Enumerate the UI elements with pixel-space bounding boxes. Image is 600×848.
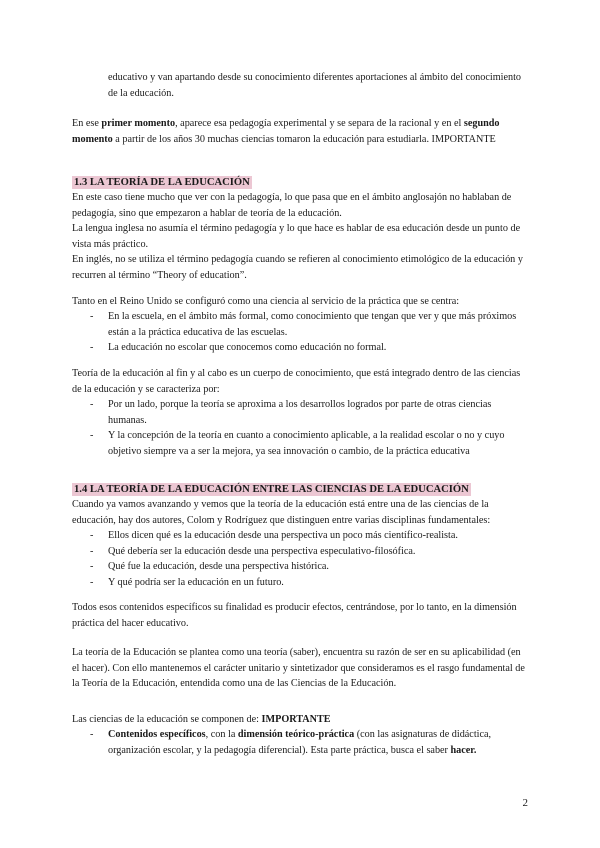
s14-paragraph-3: La teoría de la Educación se plantea como una teoría (saber), encuentra su razón de ser en su aplicabilidad (en el hacer). Con ello mantenemos el carácter unitario y sintetizador que consideramos es el rasgo fundamental de la Teoría de la Educación, entendida como una de las Ciencias de la Educación. (72, 647, 525, 690)
s13-list-2 (72, 397, 528, 459)
section-heading-1-3: 1.3 LA TEORÍA DE LA EDUCACIÓN (74, 177, 250, 188)
s13-paragraph-1: En este caso tiene mucho que ver con la pedagogía, lo que pasa que en el ámbito anglosajón no hablaban de pedagogía, sino que empezaron a hablar de teoría de la educación. (72, 192, 512, 219)
s14-paragraph-4: Las ciencias de la educación se componen de: IMPORTANTE (72, 714, 331, 725)
section-heading-1-4: 1.4 LA TEORÍA DE LA EDUCACIÓN ENTRE LAS CIENCIAS DE LA EDUCACIÓN (74, 484, 469, 495)
intro-continuation: educativo y van apartando desde su conocimiento diferentes aportaciones al ámbito del conocimiento de la educación. (108, 72, 522, 99)
s13-paragraph-2: La lengua inglesa no asumía el término pedagogía y lo que hace es hablar de esa educación desde un punto de vista más práctico. (72, 223, 521, 250)
s13-list-1 (72, 309, 528, 356)
s14-paragraph-2: Todos esos contenidos específicos su finalidad es producir efectos, centrándose, por lo tanto, en la dimensión práctica del hacer educativo. (72, 602, 517, 629)
s13-paragraph-3: En inglés, no se utiliza el término pedagogía cuando se refieren al conocimiento etimológico de la educación y recurren al término “Theory of education”. (72, 254, 523, 281)
s13-paragraph-4: Tanto en el Reino Unido se configuró como una ciencia al servicio de la práctica que se centra: (72, 296, 460, 307)
list-item: - Y la concepción de la teoría en cuanto a conocimiento aplicable, a la realidad escolar o no y cuyo objetivo siempre va a ser la mejora, ya sea innovación o cambio, de la práctica educativa (90, 430, 505, 457)
page-number: 2 (522, 797, 528, 809)
list-item: - Por un lado, porque la teoría se aproxima a los desarrollos logrados por parte de otras ciencias humanas. (90, 399, 492, 426)
list-item: - En la escuela, en el ámbito más formal, como conocimiento que tengan que ver y que más próximos están a la práctica educativa de las escuelas. (90, 311, 517, 338)
s14-paragraph-1: Cuando ya vamos avanzando y vemos que la teoría de la educación está entre una de las ciencias de la educación, hay dos autores, Colom y Rodríguez que distinguen entre varias disciplinas fundamentales: (72, 499, 491, 526)
list-item: - Y qué podría ser la educación en un futuro. (90, 576, 284, 588)
list-item: - Contenidos específicos, con la dimensión teórico-práctica (con las asignaturas de didáctica, organización escolar, y la pedagogía diferencial). Esta parte práctica, busca el saber hacer. (90, 729, 492, 756)
list-item: - Qué debería ser la educación desde una perspectiva especulativo-filosófica. (90, 545, 416, 557)
list-item: - La educación no escolar que conocemos como educación no formal. (90, 342, 387, 354)
s14-list-final (72, 727, 528, 758)
moments-paragraph: En ese primer momento, aparece esa pedagogía experimental y se separa de la racional y en el segundo momento a partir de los años 30 muchas ciencias tomaron la educación para estudiarla. IMPORTANTE (72, 118, 500, 145)
s14-list (72, 528, 528, 590)
list-item: - Qué fue la educación, desde una perspectiva histórica. (90, 561, 329, 573)
list-item: - Ellos dicen qué es la educación desde una perspectiva un poco más científico-realista. (90, 530, 458, 541)
s13-paragraph-5: Teoría de la educación al fin y al cabo es un cuerpo de conocimiento, que está integrado dentro de las ciencias de la educación y se caracteriza por: (72, 368, 521, 395)
